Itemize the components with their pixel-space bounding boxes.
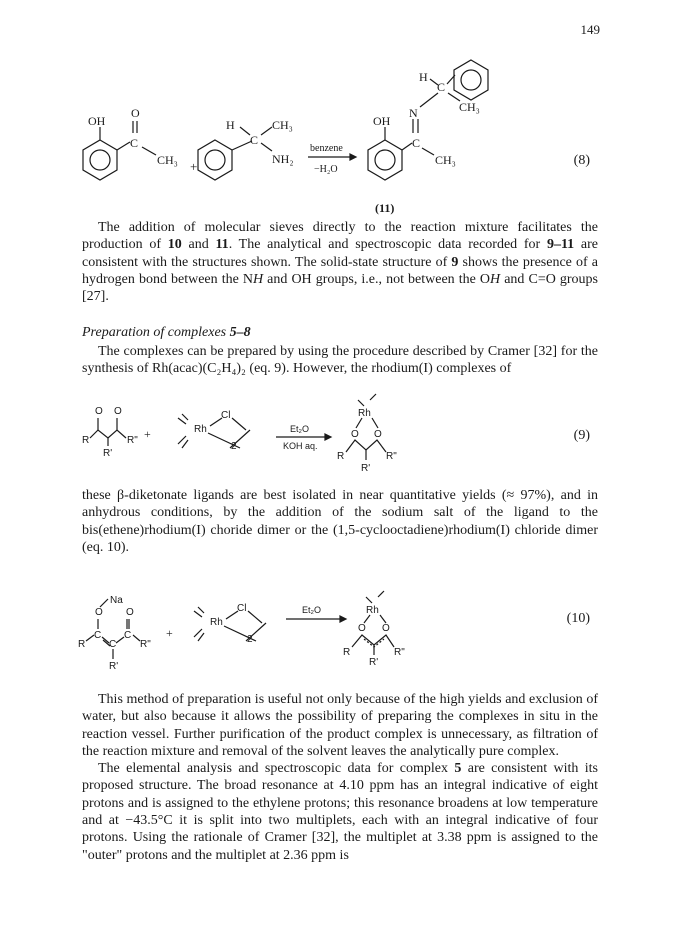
svg-text:O: O (95, 406, 103, 417)
reagent-ether: Et₂O (290, 424, 309, 434)
svg-text:R': R' (361, 463, 371, 474)
reagent-minus-water: −H₂O (314, 164, 338, 175)
reaction-arrow-9 (276, 424, 331, 451)
compound-label-11: (11) (375, 201, 395, 215)
svg-text:O: O (351, 429, 359, 440)
svg-text:CH₃: CH₃ (459, 100, 480, 114)
svg-text:R: R (78, 639, 86, 650)
rh-diketonate-product-10 (343, 591, 405, 668)
svg-text:Rh: Rh (194, 424, 207, 435)
svg-text:H: H (226, 118, 235, 132)
svg-text:C: C (109, 639, 117, 650)
svg-text:OH: OH (373, 114, 391, 128)
svg-text:C: C (437, 80, 446, 94)
reagent-koh: KOH aq. (283, 441, 318, 451)
paragraph-diketonate: these β-diketonate ligands are best isolated in near quantitative yields (≈ 97%), and in anhydrous conditions, by the addition of the sodium salt of the ligand to the bis(ethene)rhodium(I) choride dimer or the (1,5-cyclooctadiene)rhodium(I) chloride dimer (eq. 10). (82, 488, 598, 555)
svg-text:C: C (130, 136, 139, 150)
svg-text:O: O (131, 106, 140, 120)
svg-text:Rh: Rh (366, 605, 379, 616)
plus-sign: + (190, 159, 198, 174)
svg-text:R": R" (386, 451, 397, 462)
rh-acac-product-9 (337, 394, 397, 474)
svg-text:OH: OH (88, 114, 106, 128)
svg-text:R': R' (109, 661, 119, 672)
svg-text:O: O (358, 623, 366, 634)
svg-text:CH₃: CH₃ (435, 153, 456, 167)
reagent-ether-10: Et₂O (302, 605, 321, 615)
rhodium-ethene-dimer-10 (194, 603, 266, 645)
svg-text:Na: Na (110, 595, 123, 606)
phenylethylamine-structure (198, 118, 294, 180)
equation-10-scheme (0, 585, 680, 675)
svg-text:R: R (343, 647, 351, 658)
svg-text:R": R" (394, 647, 405, 658)
page-number: 149 (580, 22, 600, 37)
svg-text:O: O (114, 406, 122, 417)
reagent-benzene: benzene (310, 143, 343, 154)
svg-text:C: C (250, 133, 259, 147)
plus-sign: + (144, 427, 151, 441)
product-11-structure (368, 60, 488, 180)
svg-text:N: N (409, 106, 418, 120)
equation-8-scheme (0, 55, 680, 220)
svg-text:O: O (126, 607, 134, 618)
svg-text:R': R' (103, 448, 113, 459)
svg-text:R": R" (140, 639, 151, 650)
svg-text:CH₃: CH₃ (157, 153, 178, 167)
hydroxyacetophenone-structure (83, 106, 178, 180)
svg-text:Cl: Cl (237, 603, 247, 614)
svg-text:2: 2 (231, 441, 237, 452)
paragraph-cramer: The complexes can be prepared by using the procedure described by Cramer [32] for the synthesis of Rh(acac)(C₂H₄)₂ (eq. 9). However, the rhodium(I) complexes of (82, 344, 598, 377)
section-heading: Preparation of complexes 5–8 (82, 325, 251, 340)
svg-text:H: H (419, 70, 428, 84)
paragraph-sieves: The addition of molecular sieves directly to the reaction mixture facilitates the production of 10 and 11. The analytical and spectroscopic data recorded for 9–11 are consistent with the structures shown. The solid-state structure of 9 shows the presence of a hydrogen bond between the NH and OH groups, i.e., not between the OH and C=O groups [27]. (82, 220, 599, 305)
equation-number-9: (9) (573, 428, 590, 443)
svg-text:CH₃: CH₃ (272, 118, 293, 132)
svg-text:R": R" (127, 435, 138, 446)
svg-text:Cl: Cl (221, 410, 231, 421)
equation-number-10: (10) (566, 611, 590, 626)
svg-text:O: O (382, 623, 390, 634)
equation-number-8: (8) (573, 153, 590, 168)
svg-text:R: R (82, 435, 90, 446)
svg-text:O: O (95, 607, 103, 618)
sodium-diketonate-structure (78, 595, 151, 672)
svg-text:C: C (124, 630, 132, 641)
plus-sign: + (166, 626, 173, 640)
svg-text:Rh: Rh (210, 617, 223, 628)
svg-text:NH₂: NH₂ (272, 152, 294, 166)
svg-text:Rh: Rh (358, 408, 371, 419)
svg-text:2: 2 (247, 634, 253, 645)
svg-text:O: O (374, 429, 382, 440)
svg-text:R': R' (369, 657, 379, 668)
diketone-structure (82, 406, 138, 459)
svg-text:C: C (94, 630, 102, 641)
rhodium-ethene-dimer (178, 410, 250, 452)
paragraph-method: This method of preparation is useful not only because of the high yields and exclusion of water, but also because it allows the possibility of preparing the complexes in situ in the reaction vessel. Further purification of the product complex is unnecessary, as filtration of the reaction mixture and removal of the solvent leaves the analytically pure complex. The elemental analysis and spectroscopic data for complex 5 are consistent with its proposed structure. The broad resonance at 4.10 ppm has an integral indicative of eight protons and is assigned to the ethylene protons; this resonance broadens at low temperature and at −43.5°C it is split into two multiplets, each with an integral indicative of four protons. Using the rationale of Cramer [32], the multiplet at 3.38 ppm is assigned to the "outer" protons and the multiplet at 2.36 ppm is (82, 692, 598, 863)
reaction-arrow-8 (308, 143, 356, 175)
reaction-arrow-10 (286, 605, 346, 622)
svg-text:C: C (412, 136, 421, 150)
svg-text:R: R (337, 451, 345, 462)
